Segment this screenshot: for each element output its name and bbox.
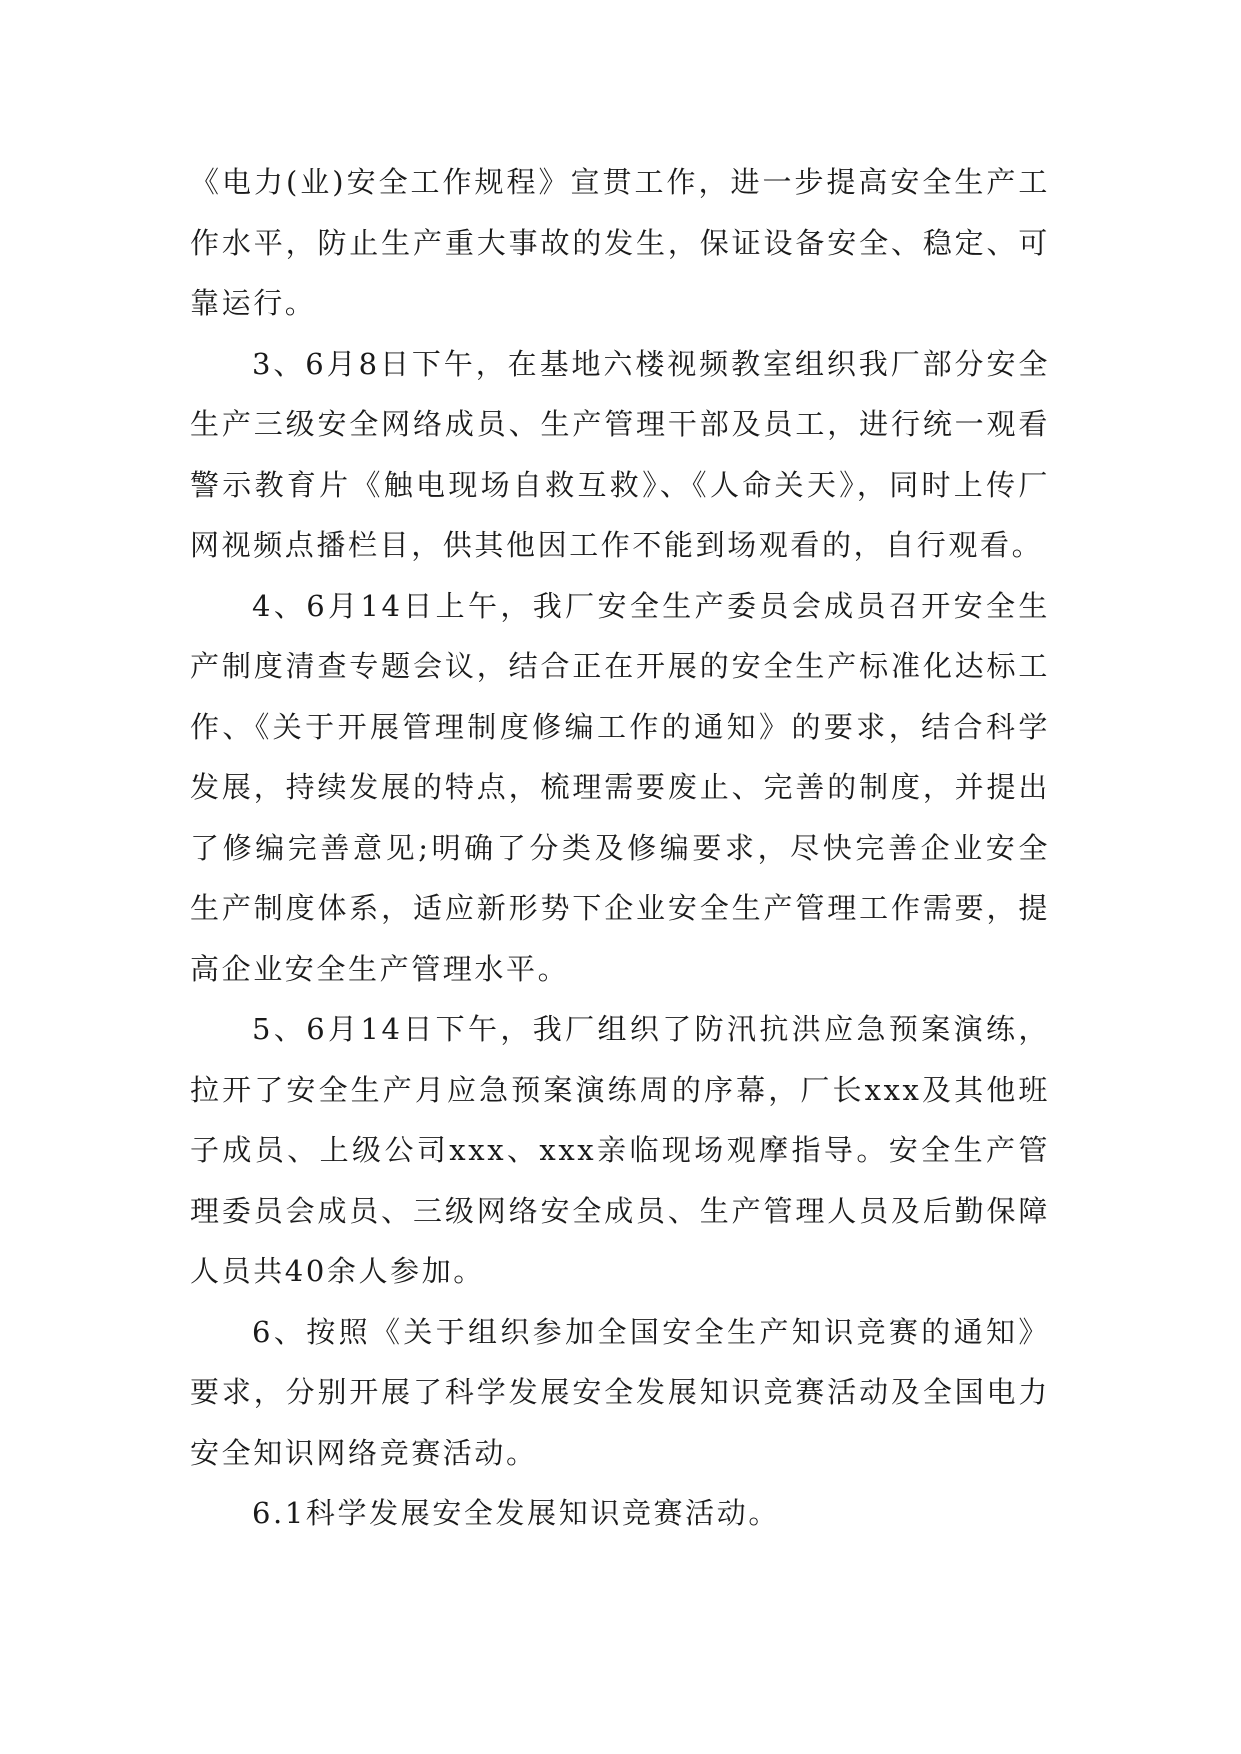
paragraph-item-6-1: 6.1科学发展安全发展知识竞赛活动。 <box>252 1496 780 1530</box>
document-body <box>190 152 1050 1544</box>
paragraph-item-3: 3、6月8日下午，在基地六楼视频教室组织我厂部分安全生产三级安全网络成员、生产管理干部及员工，进行统一观看警示教育片《触电现场自救互救》、《人命关天》，同时上传厂网视频点播栏目，供其他因工作不能到场观看的，自行观看。 <box>190 346 1050 562</box>
paragraph-item-6: 6、按照《关于组织参加全国安全生产知识竞赛的通知》要求，分别开展了科学发展安全发展知识竞赛活动及全国电力安全知识网络竞赛活动。 <box>190 1314 1050 1470</box>
paragraph-continuation: 《电力(业)安全工作规程》宣贯工作，进一步提高安全生产工作水平，防止生产重大事故的发生，保证设备安全、稳定、可靠运行。 <box>190 165 1050 320</box>
paragraph-item-4: 4、6月14日上午，我厂安全生产委员会成员召开安全生产制度清查专题会议，结合正在开展的安全生产标准化达标工作、《关于开展管理制度修编工作的通知》的要求，结合科学发展，持续发展的特点，梳理需要废止、完善的制度，并提出了修编完善意见;明确了分类及修编要求，尽快完善企业安全生产制度体系，适应新形势下企业安全生产管理工作需要，提高企业安全生产管理水平。 <box>190 588 1050 986</box>
paragraph-item-5: 5、6月14日下午，我厂组织了防汛抗洪应急预案演练，拉开了安全生产月应急预案演练周的序幕，厂长xxx及其他班子成员、上级公司xxx、xxx亲临现场观摩指导。安全生产管理委员会成员、三级网络安全成员、生产管理人员及后勤保障人员共40余人参加。 <box>190 1012 1050 1288</box>
